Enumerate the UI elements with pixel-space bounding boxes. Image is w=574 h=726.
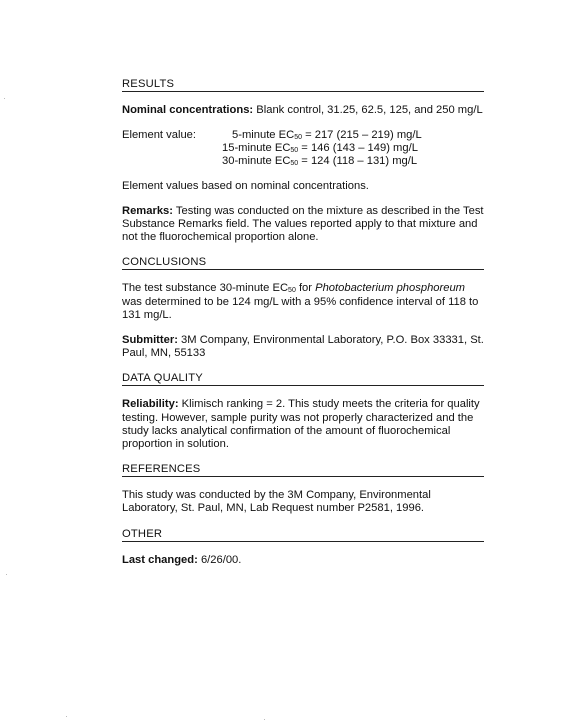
remarks-label: Remarks: — [122, 204, 173, 217]
last-changed — [122, 554, 484, 567]
element-value-15min: 15-minute $EC_{50} = 146$ (143 – 149) mg/L — [222, 142, 418, 154]
last-changed-label: Last changed: — [122, 553, 198, 566]
remarks-text: Testing was conducted on the mixture as described in the Test Substance Remarks field. The values reported apply to that mixture and not the fluorochemical proportion alone. — [122, 204, 484, 244]
references-text: This study was conducted by the 3M Company, Environmental Laboratory, St. Paul, MN, Lab Request number P2581, 1996. — [122, 489, 431, 515]
nominal-text: Blank control, 31.25, 62.5, 125, and 250 mg/L — [253, 104, 483, 116]
scan-speck — [66, 716, 67, 717]
scan-speck — [4, 98, 5, 99]
reliability-text: Klimisch ranking = 2. This study meets the criteria for quality testing. However, sample purity was not properly characterized and the study lacks analytical confirmation of the amount of fluorochemical proportion in solution. — [122, 398, 480, 451]
element-value-block — [122, 129, 484, 167]
results-header: RESULTS — [122, 78, 484, 92]
element-value-label: Element value: — [122, 129, 197, 142]
species-name: Photobacterium phosphoreum — [315, 282, 466, 295]
submitter-text: 3M Company, Environmental Laboratory, P.O. Box 33331, St. Paul, MN, 55133 — [122, 334, 484, 360]
references-header: REFERENCES — [122, 463, 484, 477]
submitter-label: Submitter: — [122, 334, 178, 347]
other-header: OTHER — [122, 528, 484, 542]
basis-text: Element values based on nominal concentrations. — [122, 179, 369, 192]
last-changed-value: 6/26/00. — [197, 553, 242, 566]
conclusions-text: The test substance 30-minute $EC_{50}$ for Photobacterium phosphoreum was determined to be 124 mg/L with a 95% confidence interval of 118 to 131 mg/L. — [122, 282, 479, 321]
nominal-concentrations — [122, 104, 484, 117]
remarks — [122, 205, 484, 245]
nominal-label: Nominal concentrations: — [122, 104, 254, 116]
submitter — [122, 334, 484, 360]
data-quality-header: DATA QUALITY — [122, 372, 484, 386]
element-value-5min: 5-minute $EC_{50} = 217$ (215 – 219) mg/L — [232, 129, 422, 142]
element-value-30min: 30-minute $EC_{50} = 124$ (118 – 131) mg/L — [222, 154, 418, 167]
document-page — [122, 78, 484, 579]
reliability-label: Reliability: — [122, 398, 179, 411]
conclusions-header: CONCLUSIONS — [122, 256, 484, 270]
element-value-lines — [222, 129, 484, 167]
scan-speck — [6, 574, 7, 575]
reliability — [122, 398, 484, 451]
scan-speck — [264, 719, 265, 720]
